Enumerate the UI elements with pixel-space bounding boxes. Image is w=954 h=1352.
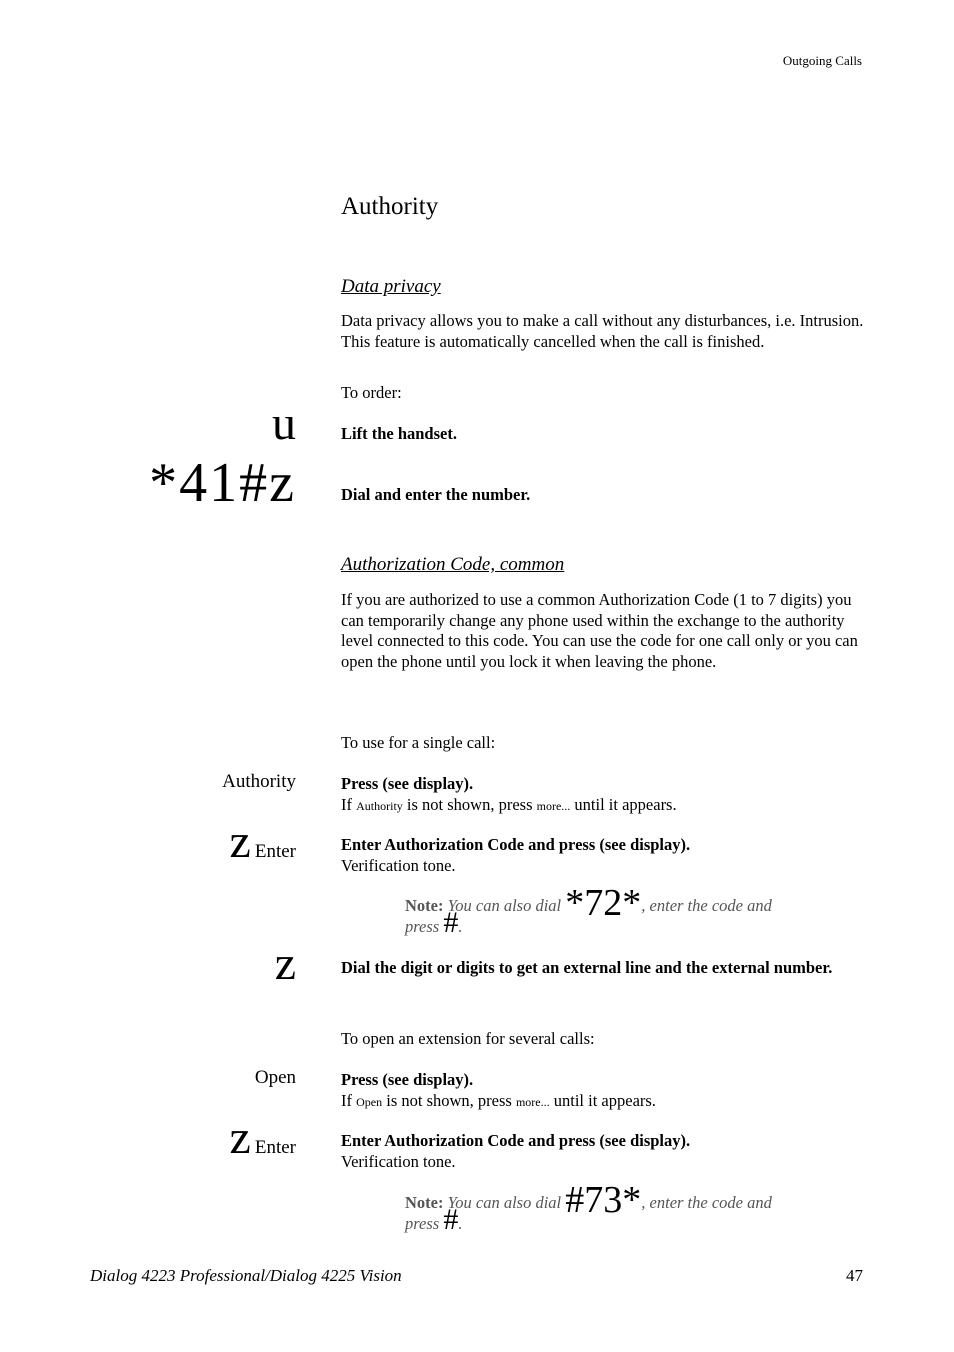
open-softkey[interactable]: Open — [254, 1067, 296, 1088]
more-key-ref: more... — [536, 798, 571, 813]
auth-code-heading: Authorization Code, common — [341, 554, 565, 575]
keypad-symbol: z — [229, 1111, 251, 1164]
note-code: *72* — [565, 882, 642, 924]
if-prefix: If — [341, 794, 352, 814]
verification-tone: Verification tone. — [341, 855, 456, 875]
press-instruction: Press (see display). — [341, 774, 474, 793]
authority-press-step — [341, 774, 866, 816]
note-end: . — [458, 1213, 463, 1233]
note-middle: , enter the code and press — [405, 896, 772, 936]
several-calls-intro: To open an extension for several calls: — [341, 1029, 595, 1048]
dial-number-step: Dial and enter the number. — [341, 485, 531, 504]
note-middle: , enter the code and press — [405, 1193, 772, 1233]
open-press-step — [341, 1070, 866, 1112]
open-key-ref: Open — [356, 1094, 383, 1109]
note-label: Note: — [405, 896, 444, 915]
note-single — [405, 882, 805, 939]
note-several — [405, 1179, 805, 1236]
note-prefix: You can also dial — [447, 1193, 562, 1212]
if-not-shown-line — [341, 795, 866, 817]
hash-key: # — [443, 1202, 459, 1236]
section-title: Authority — [341, 193, 439, 220]
enter-instruction: Enter Authorization Code and press (see display). — [341, 835, 691, 854]
single-call-intro: To use for a single call: — [341, 733, 496, 752]
if-not-shown-line — [341, 1091, 866, 1113]
more-key-ref: more... — [515, 1094, 550, 1109]
note-end: . — [458, 916, 463, 936]
auth-code-description: If you are authorized to use a common Authorization Code (1 to 7 digits) you can temporarily change any phone used within the exchange to the authority level connected to this code. You can use the code for one call only or you can open the phone until you lock it when leaving the phone. — [341, 590, 858, 671]
note-label: Note: — [405, 1193, 444, 1212]
if-suffix: until it appears. — [553, 1090, 656, 1110]
authority-key-ref: Authority — [356, 798, 403, 813]
authority-softkey[interactable]: Authority — [222, 771, 296, 792]
handset-symbol: u — [272, 397, 296, 450]
dial-code-symbol: *41#z — [149, 452, 296, 514]
data-privacy-description: Data privacy allows you to make a call without any disturbances, i.e. Intrusion. This feature is automatically cancelled when the call is finished. — [341, 311, 864, 351]
note-code: #73* — [565, 1179, 642, 1221]
enter-symbol-group — [229, 815, 296, 868]
data-privacy-heading: Data privacy — [341, 276, 441, 297]
if-middle: is not shown, press — [406, 794, 533, 814]
verification-tone: Verification tone. — [341, 1151, 456, 1171]
enter-code-step — [341, 835, 866, 876]
enter-code-step — [341, 1131, 866, 1172]
enter-symbol-group — [229, 1111, 296, 1164]
keypad-symbol: z — [229, 815, 251, 868]
note-prefix: You can also dial — [447, 896, 562, 915]
if-prefix: If — [341, 1090, 352, 1110]
press-instruction: Press (see display). — [341, 1070, 474, 1089]
if-middle: is not shown, press — [386, 1090, 512, 1110]
enter-softkey[interactable]: Enter — [254, 841, 296, 862]
if-suffix: until it appears. — [574, 794, 677, 814]
enter-instruction: Enter Authorization Code and press (see display). — [341, 1131, 691, 1150]
enter-softkey[interactable]: Enter — [254, 1137, 296, 1158]
hash-key: # — [443, 905, 459, 939]
lift-handset-step: Lift the handset. — [341, 424, 457, 443]
to-order-label: To order: — [341, 383, 402, 402]
dial-external-step: Dial the digit or digits to get an external line and the external number. — [341, 958, 833, 977]
footer-product: Dialog 4223 Professional/Dialog 4225 Vision — [90, 1266, 402, 1285]
keypad-symbol-dial: z — [274, 937, 296, 990]
running-header: Outgoing Calls — [782, 53, 862, 68]
page-number: 47 — [846, 1266, 863, 1285]
